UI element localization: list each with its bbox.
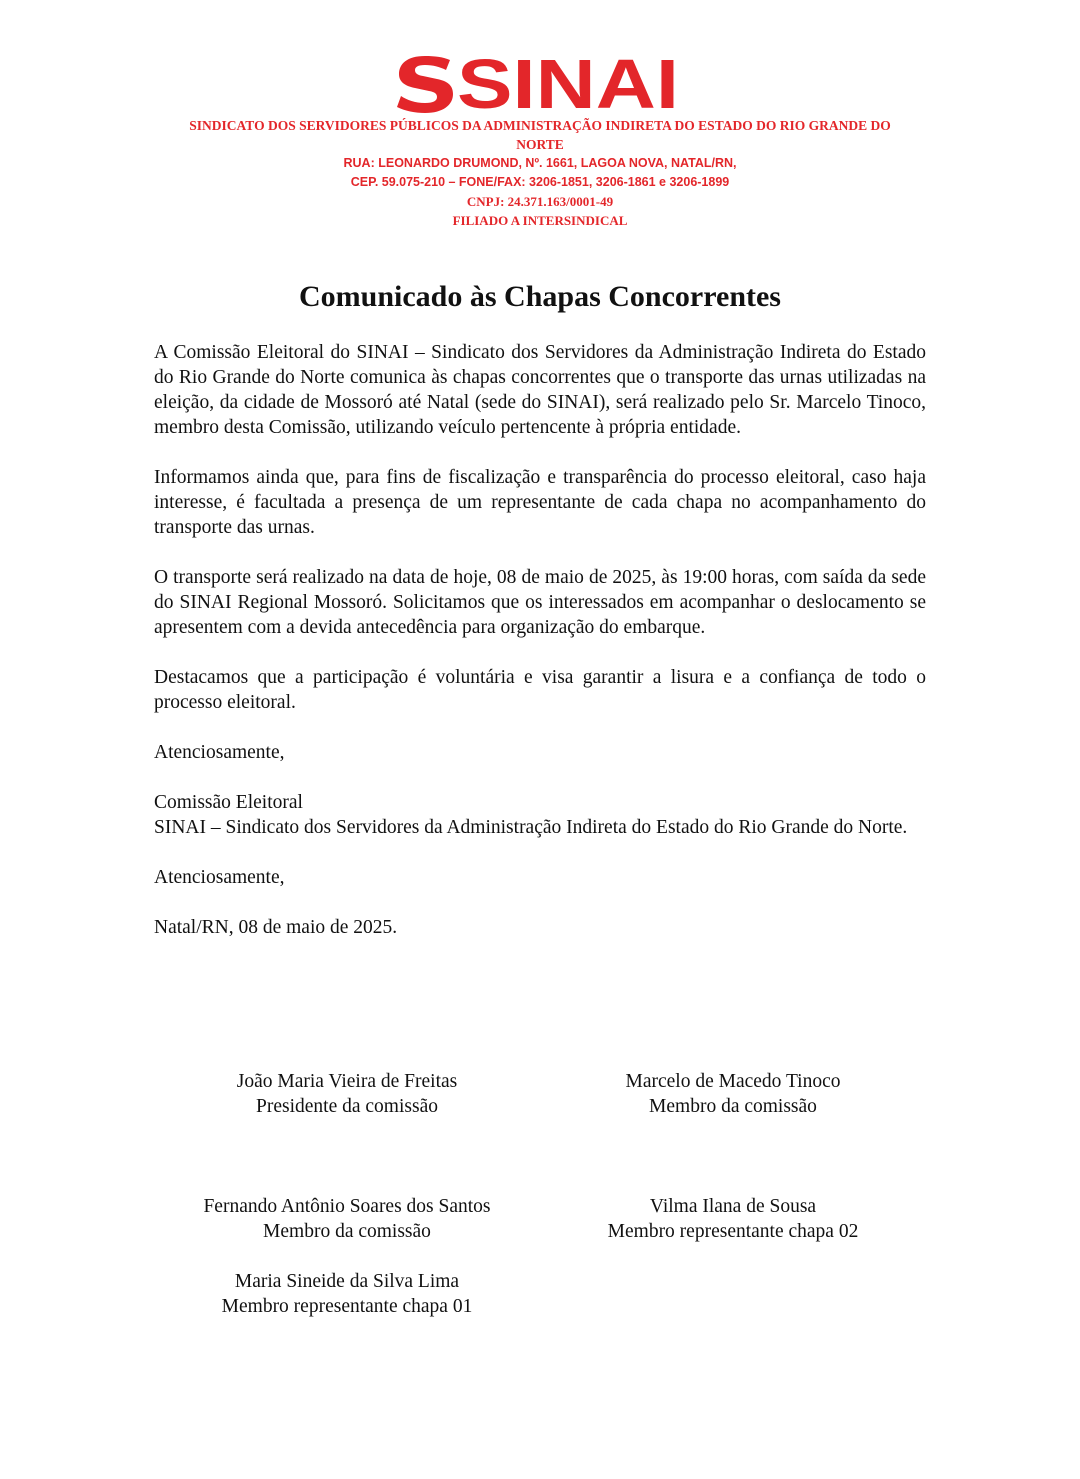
signatory-role: Membro representante chapa 01 [221,1296,473,1317]
organization-contact: CEP. 59.075-210 – FONE/FAX: 3206-1851, 3206-1861 e 3206-1899 [350,175,730,189]
closing-greeting: Atenciosamente, [154,742,285,763]
organization-affiliation: FILIADO A INTERSINDICAL [452,213,628,228]
body-paragraph-4: Destacamos que a participação é voluntária e visa garantir a lisura e a confiança de todo o processo eleitoral. [154,667,926,713]
signature-representative-chapa-02 [553,1194,913,1244]
signatory-role: Presidente da comissão [256,1096,438,1117]
body-paragraph-3: O transporte será realizado na data de hoje, 08 de maio de 2025, às 19:00 horas, com saída da sede do SINAI Regional Mossoró. Solicitamos que os interessados em acompanhar o deslocamento se apresentem com a devida antecedência para organização do embarque. [154,567,926,638]
signatory-role: Membro da comissão [649,1096,817,1117]
sinai-logo [0,52,1080,114]
body-paragraph-1: A Comissão Eleitoral do SINAI – Sindicato dos Servidores da Administração Indireta do Estado do Rio Grande do Norte comunica às chapas concorrentes que o transporte das urnas utilizadas na eleição, da cidade de Mossoró até Natal (sede do SINAI), será realizado pelo Sr. Marcelo Tinoco, membro desta Comissão, utilizando veículo pertencente à própria entidade. [154,342,926,438]
signature-member-2 [167,1194,527,1244]
organization-details [0,116,1080,230]
sender-block [154,790,926,840]
document-body [154,340,926,965]
body-paragraph-2: Informamos ainda que, para fins de fiscalização e transparência do processo eleitoral, caso haja interesse, é facultada a presença de um representante de cada chapa no acompanhamento do transporte das urnas. [154,467,926,538]
signature-president [167,1069,527,1119]
place-date: Natal/RN, 08 de maio de 2025. [154,917,398,938]
signature-representative-chapa-01 [167,1269,527,1319]
signatory-role: Membro representante chapa 02 [607,1221,859,1242]
sinai-logo-icon [395,52,685,114]
organization-name: SINDICATO DOS SERVIDORES PÚBLICOS DA ADMINISTRAÇÃO INDIRETA DO ESTADO DO RIO GRANDE DO NORTE [189,118,891,152]
organization-cnpj: CNPJ: 24.371.163/0001-49 [466,194,614,209]
logo-text: SINAI [457,52,679,114]
letterhead [0,52,1080,230]
signature-member-1 [553,1069,913,1119]
signatory-name: Maria Sineide da Silva Lima [234,1271,460,1292]
sender-committee: Comissão Eleitoral [154,792,303,813]
signatory-name: João Maria Vieira de Freitas [236,1071,458,1092]
document-title: Comunicado às Chapas Concorrentes [299,280,781,313]
signatory-name: Marcelo de Macedo Tinoco [625,1071,841,1092]
sender-organization: SINAI – Sindicato dos Servidores da Administração Indireta do Estado do Rio Grande do Norte. [154,817,908,838]
signatory-name: Fernando Antônio Soares dos Santos [203,1196,491,1217]
closing-greeting-repeat: Atenciosamente, [154,867,285,888]
signatory-role: Membro da comissão [263,1221,431,1242]
signatory-name: Vilma Ilana de Sousa [649,1196,817,1217]
organization-address: RUA: LEONARDO DRUMOND, Nº. 1661, LAGOA NOVA, NATAL/RN, [343,156,737,170]
